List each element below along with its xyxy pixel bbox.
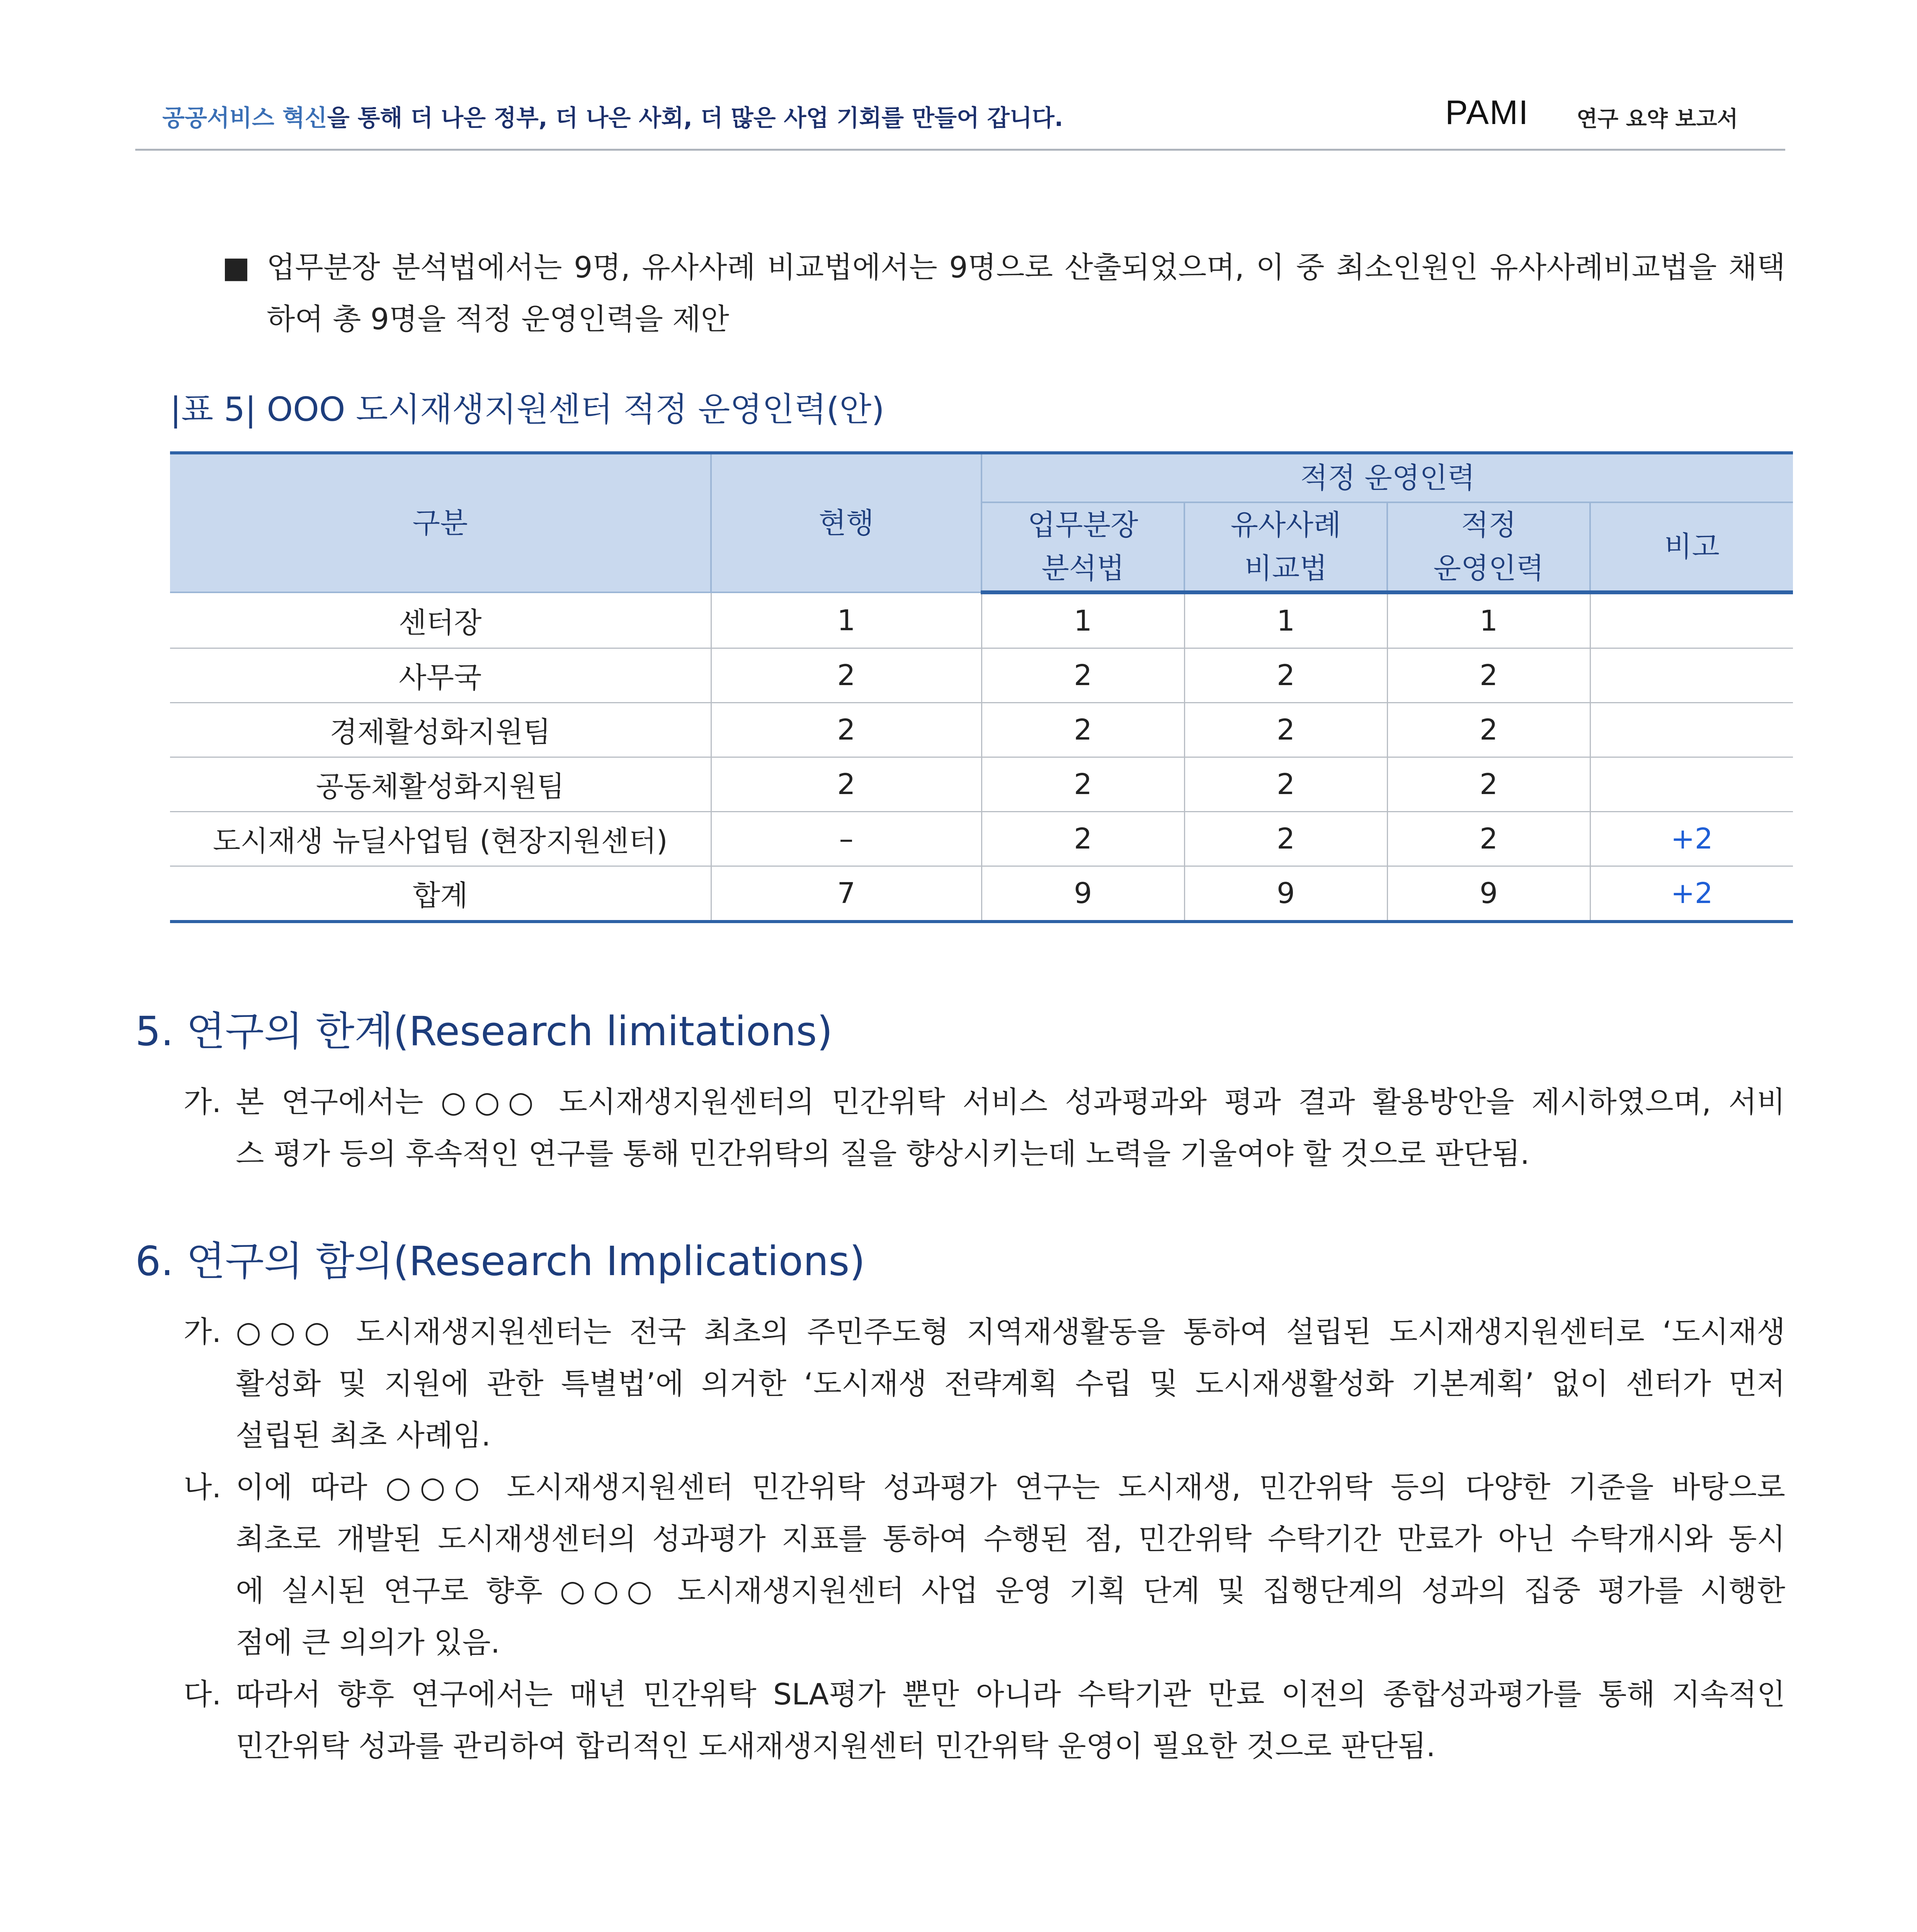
col-header-duty-analysis-l1: 업무분장 (1027, 509, 1138, 542)
cell-current: – (711, 812, 981, 866)
section-6-item-line: 민간위탁 성과를 관리하여 합리적인 도새재생지원센터 민간위탁 운영이 필요한 것으로 판단됨. (236, 1729, 1436, 1763)
section-6-item-marker: 다. (184, 1677, 221, 1711)
cell-name: 공동체활성화지원팀 (170, 757, 711, 812)
section-6-item-marker: 나. (184, 1470, 221, 1504)
cell-similar-case: 2 (1184, 812, 1387, 866)
cell-optimal: 2 (1387, 648, 1590, 703)
section-6-item-line: 최초로 개발된 도시재생센터의 성과평가 지표를 통하여 수행된 점, 민간위탁 수탁기간 만료가 아닌 수탁개시와 동시 (236, 1522, 1785, 1556)
cell-name: 합계 (170, 866, 711, 922)
col-header-duty-analysis (981, 502, 1184, 592)
section-6-item-line: 점에 큰 의의가 있음. (236, 1625, 500, 1660)
cell-current: 2 (711, 648, 981, 703)
section-6-item-line: 에 실시된 연구로 향후 ○○○ 도시재생지원센터 사업 운영 기획 단계 및 집행단계의 성과의 집중 평가를 시행한 (236, 1573, 1785, 1608)
col-header-similar-case (1184, 502, 1387, 592)
staffing-table (170, 451, 1793, 923)
table-row (170, 592, 1793, 648)
col-header-current: 현행 (711, 453, 981, 592)
cell-current: 2 (711, 703, 981, 757)
header-divider (135, 149, 1785, 151)
table-row (170, 757, 1793, 812)
intro-text: 업무분장 분석법에서는 9명, 유사사례 비교법에서는 9명으로 산출되었으며, 이 중 최소인원인 유사사례비교법을 채택하여 총 9명을 적정 운영인력을 제안 (267, 250, 1785, 336)
cell-optimal: 2 (1387, 757, 1590, 812)
col-header-optimal-l2: 운영인력 (1433, 552, 1544, 585)
col-header-optimal (1387, 502, 1590, 592)
cell-current: 7 (711, 866, 981, 922)
header-brand: PAMI (1445, 93, 1529, 131)
section-6-item-line: 활성화 및 지원에 관한 특별법’에 의거한 ‘도시재생 전략계획 수립 및 도시재생활성화 기본계획’ 없이 센터가 먼저 (236, 1366, 1785, 1401)
col-header-similar-case-l1: 유사사례 (1230, 509, 1341, 542)
cell-name: 센터장 (170, 592, 711, 648)
col-header-category: 구분 (170, 453, 711, 592)
cell-note: +2 (1590, 812, 1793, 866)
section-6-item-line: 따라서 향후 연구에서는 매년 민간위탁 SLA평가 뿐만 아니라 수탁기관 만료 이전의 종합성과평가를 통해 지속적인 (236, 1677, 1785, 1711)
header-tagline (162, 100, 1063, 133)
section-5-title: 5. 연구의 한계(Research limitations) (135, 1008, 833, 1055)
cell-name: 경제활성화지원팀 (170, 703, 711, 757)
table-caption: |표 5| OOO 도시재생지원센터 적정 운영인력(안) (170, 390, 885, 429)
cell-similar-case: 1 (1184, 592, 1387, 648)
section-6-item-line: 이에 따라 ○○○ 도시재생지원센터 민간위탁 성과평가 연구는 도시재생, 민간위탁 등의 다양한 기준을 바탕으로 (236, 1470, 1785, 1504)
table-row (170, 812, 1793, 866)
cell-duty-analysis: 2 (981, 648, 1184, 703)
cell-duty-analysis: 2 (981, 757, 1184, 812)
cell-duty-analysis: 1 (981, 592, 1184, 648)
cell-name: 사무국 (170, 648, 711, 703)
section-6-item-marker: 가. (184, 1315, 221, 1349)
header-report-type: 연구 요약 보고서 (1577, 107, 1738, 132)
cell-similar-case: 2 (1184, 648, 1387, 703)
cell-optimal: 2 (1387, 703, 1590, 757)
section-5-item-marker: 가. (184, 1085, 221, 1119)
section-6-item-line: ○○○ 도시재생지원센터는 전국 최초의 주민주도형 지역재생활동을 통하여 설립된 도시재생지원센터로 ‘도시재생 (236, 1315, 1785, 1349)
table-row (170, 703, 1793, 757)
cell-note (1590, 592, 1793, 648)
col-header-similar-case-l2: 비교법 (1244, 552, 1327, 585)
col-header-note: 비고 (1590, 502, 1793, 592)
intro-bullet-marker: ■ (222, 250, 250, 284)
header-tagline-highlight: 공공서비스 혁신 (162, 105, 327, 132)
section-6-item-line: 설립된 최초 사례임. (236, 1418, 491, 1452)
cell-current: 1 (711, 592, 981, 648)
cell-duty-analysis: 2 (981, 703, 1184, 757)
cell-note (1590, 703, 1793, 757)
section-6-title: 6. 연구의 함의(Research Implications) (135, 1238, 866, 1285)
cell-note (1590, 648, 1793, 703)
header-tagline-rest: 을 통해 더 나은 정부, 더 나은 사회, 더 많은 사업 기회를 만들어 갑니다. (327, 105, 1063, 132)
col-header-optimal-l1: 적정 (1461, 509, 1516, 542)
cell-name: 도시재생 뉴딜사업팀 (현장지원센터) (170, 812, 711, 866)
cell-duty-analysis: 2 (981, 812, 1184, 866)
table-row (170, 648, 1793, 703)
cell-duty-analysis: 9 (981, 866, 1184, 922)
cell-optimal: 2 (1387, 812, 1590, 866)
cell-similar-case: 2 (1184, 703, 1387, 757)
section-5-item-line: 스 평가 등의 후속적인 연구를 통해 민간위탁의 질을 향상시키는데 노력을 기울여야 할 것으로 판단됨. (236, 1136, 1530, 1171)
cell-similar-case: 2 (1184, 757, 1387, 812)
table-row-total (170, 866, 1793, 922)
cell-current: 2 (711, 757, 981, 812)
cell-note (1590, 757, 1793, 812)
col-header-duty-analysis-l2: 분석법 (1041, 552, 1124, 585)
col-header-group: 적정 운영인력 (981, 453, 1793, 502)
cell-note: +2 (1590, 866, 1793, 922)
cell-optimal: 1 (1387, 592, 1590, 648)
section-5-item-line: 본 연구에서는 ○○○ 도시재생지원센터의 민간위탁 서비스 성과평과와 평과 결과 활용방안을 제시하였으며, 서비 (236, 1085, 1785, 1119)
cell-optimal: 9 (1387, 866, 1590, 922)
cell-similar-case: 9 (1184, 866, 1387, 922)
